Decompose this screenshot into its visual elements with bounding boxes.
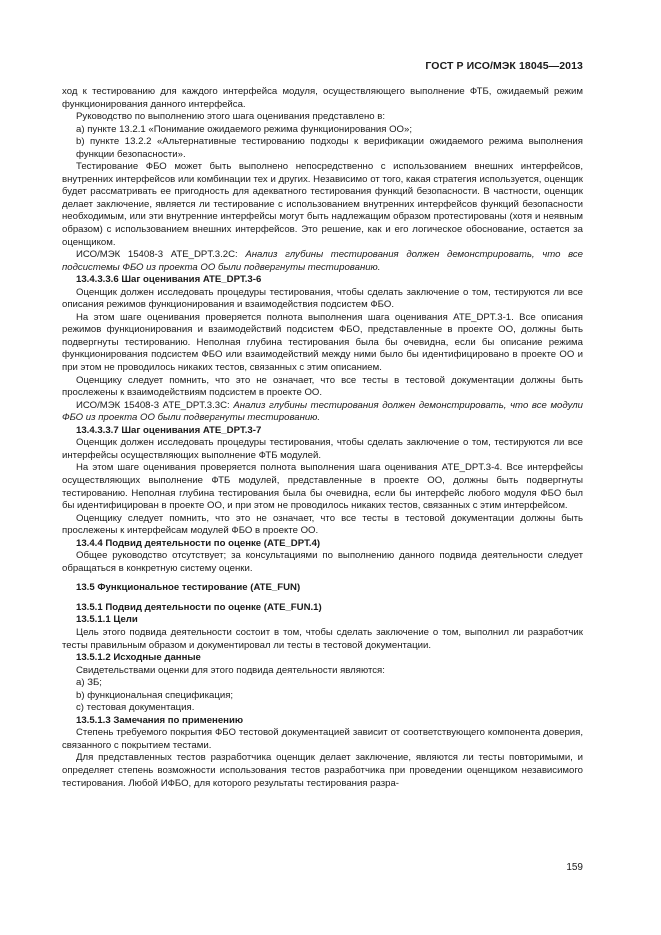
paragraph: [62, 752, 583, 790]
paragraph-text: Цель этого подвида деятельности состоит в том, чтобы сделать заключение о том, выполнил ли разработчик тесты правильным образом и документировал ли тесты в тестовой документации.: [62, 626, 583, 651]
document-body: [62, 86, 583, 790]
paragraph-text: b) пункте 13.2.2 «Альтернативные тестированию подходы к верификации ожидаемого режима выполнения функции безопасности».: [76, 136, 583, 160]
paragraph-text: На этом шаге оценивания проверяется полнота выполнения шага оценивания ATE_DPT.3-4. Все интерфейсы осуществляющих выполнение ФТБ модулей, представленные в проекте ОО, должны быть подвергнуты тестированию. Неполная глубина тестирования была бы очевидна, если бы интерфейс любого модуля ФБО был бы идентифицирован в проекте ОО, и при этом не проводилось никаких тестов, связанных с этим интерфейсом.: [62, 462, 583, 512]
paragraph-text: 13.4.3.3.6 Шаг оценивания ATE_DPT.3-6: [76, 274, 262, 286]
paragraph-text: Оценщик должен исследовать процедуры тестирования, чтобы сделать заключение о том, тестируются ли все описания режимов функционирования и взаимодействия подсистем ФБО.: [62, 286, 583, 311]
paragraph: [62, 287, 583, 312]
paragraph-text: ход к тестированию для каждого интерфейса модуля, осуществляющего выполнение ФТБ, ожидаемый режим функционирования данного интерфейса.: [62, 86, 583, 110]
paragraph-text: 13.4.4 Подвид деятельности по оценке (ATE_DPT.4): [76, 537, 321, 549]
section-heading: [62, 652, 583, 665]
list-item: [62, 136, 583, 161]
paragraph: [62, 513, 583, 538]
paragraph-text: 13.5.1.2 Исходные данные: [76, 652, 201, 664]
paragraph: [62, 375, 583, 400]
paragraph-text: 13.5.1.1 Цели: [76, 614, 138, 626]
page-number: 159: [566, 862, 583, 873]
paragraph-text: 13.5.1.3 Замечания по применению: [76, 714, 244, 726]
paragraph-text: 13.5.1 Подвид деятельности по оценке (ATE_FUN.1): [76, 601, 322, 613]
paragraph-text: Общее руководство отсутствует; за консультациями по выполнению данного подвида деятельности следует обращаться в конкретную систему оценки.: [62, 550, 583, 574]
paragraph-text: b) функциональная спецификация;: [76, 689, 234, 701]
paragraph: [62, 550, 583, 575]
section-heading: [62, 425, 583, 438]
paragraph: [62, 400, 583, 425]
paragraph-text: Для представленных тестов разработчика оценщик делает заключение, являются ли тесты повторимыми, и определяет степень возможности использования тестов разработчика при проведении оценщиком независимого тестирования. Любой ИФБО, для которого результаты тестирования разра-: [62, 752, 583, 789]
italic-requirement-text: Анализ глубины тестирования должен демонстрировать, что все подсистемы ФБО из проекта ОО были подвергнуты тестированию.: [62, 249, 584, 273]
paragraph-text: Оценщику следует помнить, что это не означает, что все тесты в тестовой документации должны быть прослежены к интерфейсам модулей ФБО в проекте ОО.: [62, 512, 583, 537]
paragraph: [62, 727, 583, 752]
list-item: [62, 702, 583, 715]
section-heading: [62, 538, 583, 551]
paragraph-text: 13.5 Функциональное тестирование (ATE_FUN): [76, 582, 301, 594]
section-heading: [62, 715, 583, 728]
section-heading: [62, 614, 583, 627]
paragraph: [62, 462, 583, 512]
paragraph-text: Руководство по выполнению этого шага оценивания представлено в:: [76, 111, 386, 123]
paragraph-text: а) пункте 13.2.1 «Понимание ожидаемого режима функционирования ОО»;: [76, 123, 413, 135]
list-item: [62, 677, 583, 690]
document-header: ГОСТ Р ИСО/МЭК 18045—2013: [425, 60, 583, 72]
paragraph: [62, 111, 583, 124]
paragraph-text: Тестирование ФБО может быть выполнено непосредственно с использованием внешних интерфейсов, внутренних интерфейсов или комбинации тех и других. Независимо от того, какая стратегия используется, оценщик будет рассматривать ее пригодность для адекватного тестирования функций безопасности. В частности, оценщик делает заключение, является ли тестирование с использованием внутренних интерфейсов функций безопасности необходимым, или эти внутренние интерфейсы могут быть надлежащим образом протестированы (хотя и неявным образом) с использованием внешних интерфейсов. Это решение, как и его логическое обоснование, остается за оценщиком.: [62, 161, 583, 248]
section-heading: [62, 582, 583, 595]
paragraph-text: ИСО/МЭК 15408-3 ATE_DPT.3.2C:: [76, 249, 246, 261]
paragraph: [62, 627, 583, 652]
paragraph: [62, 86, 583, 111]
paragraph-text: Оценщику следует помнить, что это не означает, что все тесты в тестовой документации должны быть прослежены к взаимодействиям подсистем в проекте ОО.: [62, 374, 583, 399]
paragraph: [62, 161, 583, 249]
paragraph-text: c) тестовая документация.: [76, 702, 195, 714]
paragraph-text: ИСО/МЭК 15408-3 ATE_DPT.3.3C:: [76, 399, 234, 411]
paragraph: [62, 312, 583, 375]
paragraph-text: Степень требуемого покрытия ФБО тестовой документацией зависит от соответствующего компонента доверия, связанного с покрытием тестами.: [62, 727, 583, 751]
paragraph-text: а) ЗБ;: [76, 677, 102, 689]
paragraph: [62, 665, 583, 678]
paragraph-text: 13.4.3.3.7 Шаг оценивания ATE_DPT.3-7: [76, 424, 262, 436]
paragraph-text: Оценщик должен исследовать процедуры тестирования, чтобы сделать заключение о том, тестируются ли все интерфейсы осуществляющих выполнение ФТБ модулей.: [62, 437, 583, 461]
list-item: [62, 124, 583, 137]
paragraph: [62, 437, 583, 462]
paragraph-text: На этом шаге оценивания проверяется полнота выполнения шага оценивания ATE_DPT.3-1. Все описания режимов функционирования и взаимодействий подсистем ФБО, представленные в проекте ОО, должны быть подвергнуты тестированию. Неполная глубина тестирования была бы очевидна, если бы описание режима функционирования подсистем ФБО или взаимодействий между ними было бы идентифицировано в проекте ОО и при этом не проводилось никаких тестов, связанных с этим описанием.: [62, 311, 583, 374]
paragraph-text: Свидетельствами оценки для этого подвида деятельности являются:: [76, 664, 385, 676]
list-item: [62, 690, 583, 703]
italic-requirement-text: Анализ глубины тестирования должен демонстрировать, что все модули ФБО из проекта ОО были подвергнуты тестированию.: [62, 399, 584, 424]
paragraph: [62, 249, 583, 274]
section-heading: [62, 602, 583, 615]
section-heading: [62, 274, 583, 287]
